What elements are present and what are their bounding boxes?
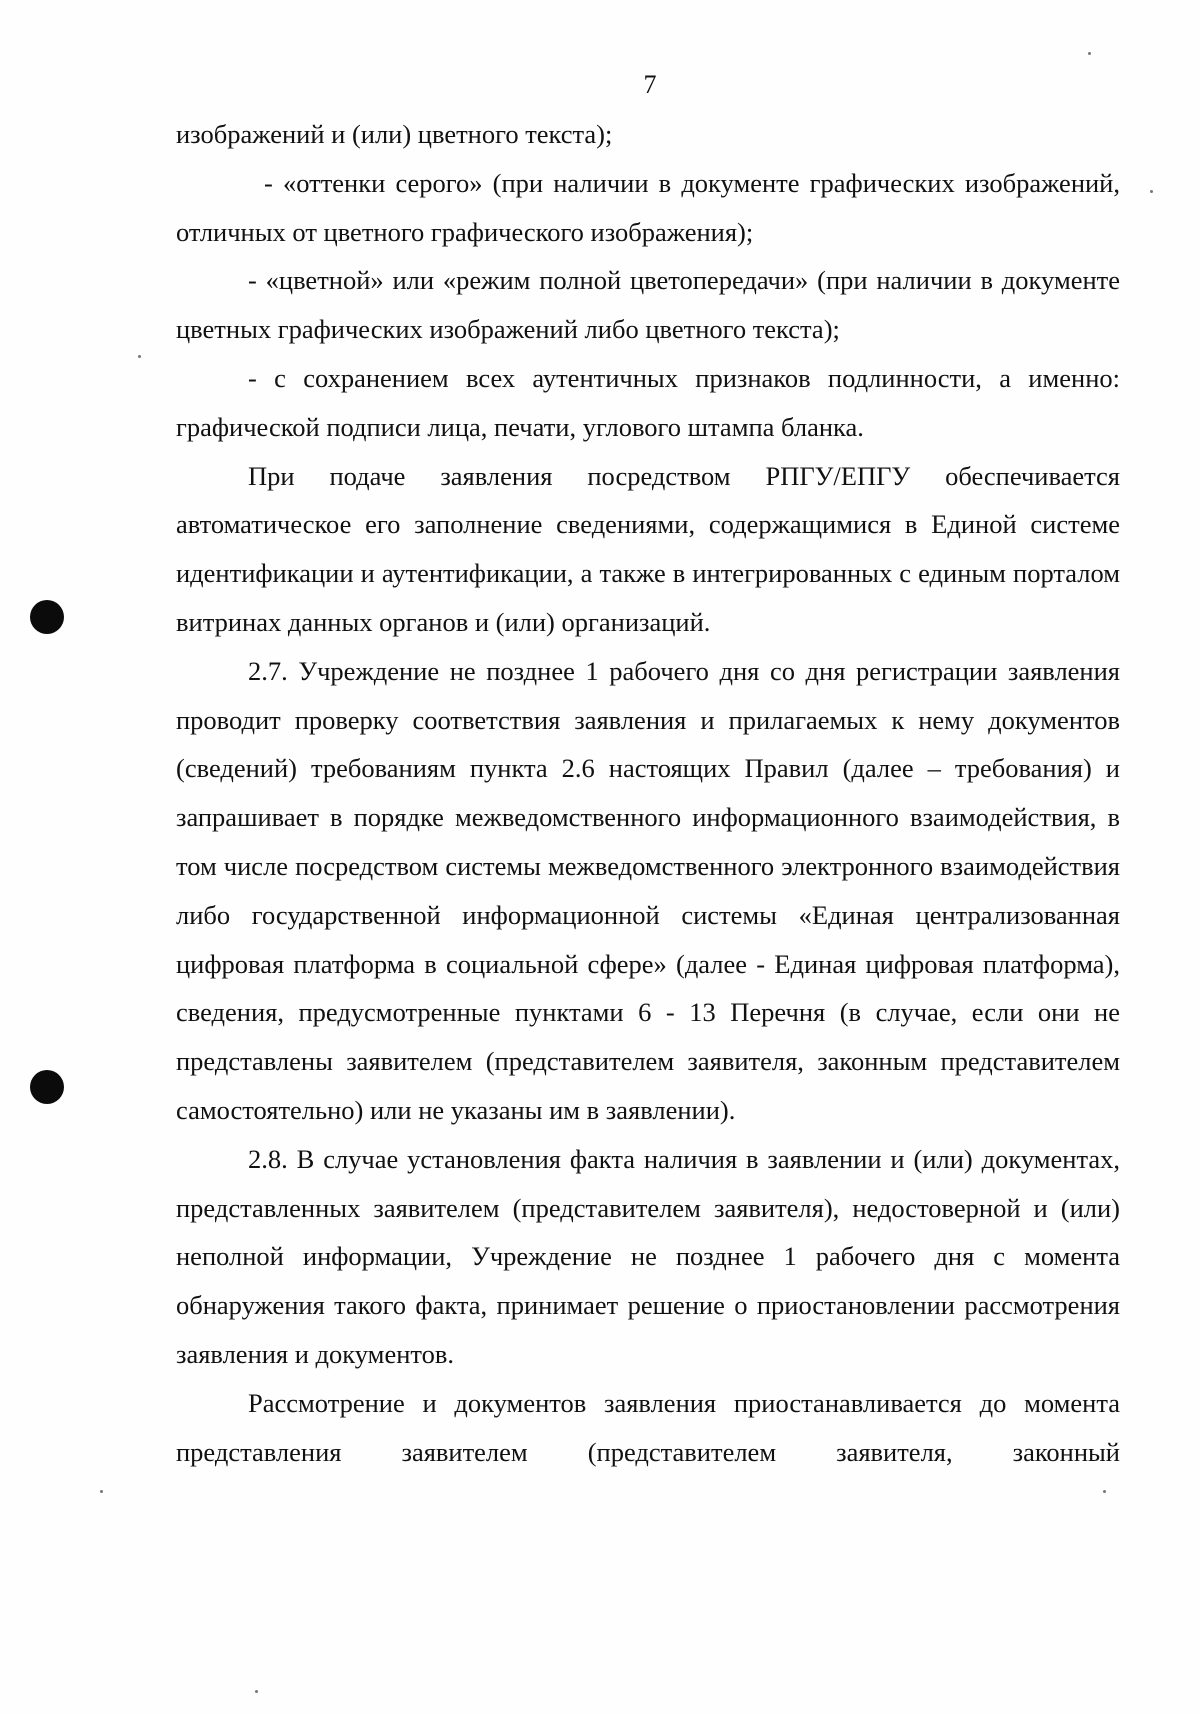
scan-speck: [1088, 52, 1091, 55]
paragraph-authenticity-item: - с сохранением всех аутентичных признаков подлинности, а именно: графической подписи лица, печати, углового штампа бланка.: [176, 362, 1120, 442]
scan-speck: [255, 1690, 258, 1693]
scan-speck: [100, 1490, 103, 1493]
scan-speck: [1103, 1490, 1106, 1493]
paragraph-continuation: изображений и (или) цветного текста);: [176, 119, 613, 149]
punch-hole-bottom: [30, 1070, 64, 1104]
paragraph-grayscale-item: - «оттенки серого» (при наличии в документе графических изображений, отличных от цветного графического изображения);: [176, 167, 1120, 247]
page-number: 7: [643, 70, 657, 99]
paragraph-section-2-8: 2.8. В случае установления факта наличия в заявлении и (или) документах, представленных заявителем (представителем заявителя), недостоверной и (или) неполной информации, Учреждение не позднее 1 рабочего дня с момента обнаружения такого факта, принимает решение о приостановлении рассмотрения заявления и документов.: [176, 1143, 1120, 1369]
punch-hole-top: [30, 600, 64, 634]
paragraph-portal-submission: При подаче заявления посредством РПГУ/ЕПГУ обеспечивается автоматическое его заполнение сведениями, содержащимися в Единой системе идентификации и аутентификации, а также в интегрированных с единым порталом витринах данных органов и (или) организаций.: [176, 460, 1120, 637]
paragraph-color-item: - «цветной» или «режим полной цветопередачи» (при наличии в документе цветных графических изображений либо цветного текста);: [176, 265, 1120, 345]
scan-speck: [1150, 190, 1153, 193]
scan-speck: [138, 355, 141, 358]
paragraph-section-2-7: 2.7. Учреждение не позднее 1 рабочего дня со дня регистрации заявления проводит проверку соответствия заявления и прилагаемых к нему документов (сведений) требованиям пункта 2.6 настоящих Правил (далее – требования) и запрашивает в порядке межведомственного информационного взаимодействия, в том числе посредством системы межведомственного электронного взаимодействия либо государственной информационной системы «Единая централизованная цифровая платформа в социальной сфере» (далее - Единая цифровая платформа), сведения, предусмотренные пунктами 6 - 13 Перечня (в случае, если они не представлены заявителем (представителем заявителя, законным представителем самостоятельно) или не указаны им в заявлении).: [176, 655, 1120, 1125]
paragraph-suspension: Рассмотрение и документов заявления приостанавливается до момента представления заявителем (представителем заявителя, законный: [176, 1387, 1120, 1467]
document-body: [176, 110, 1120, 1476]
